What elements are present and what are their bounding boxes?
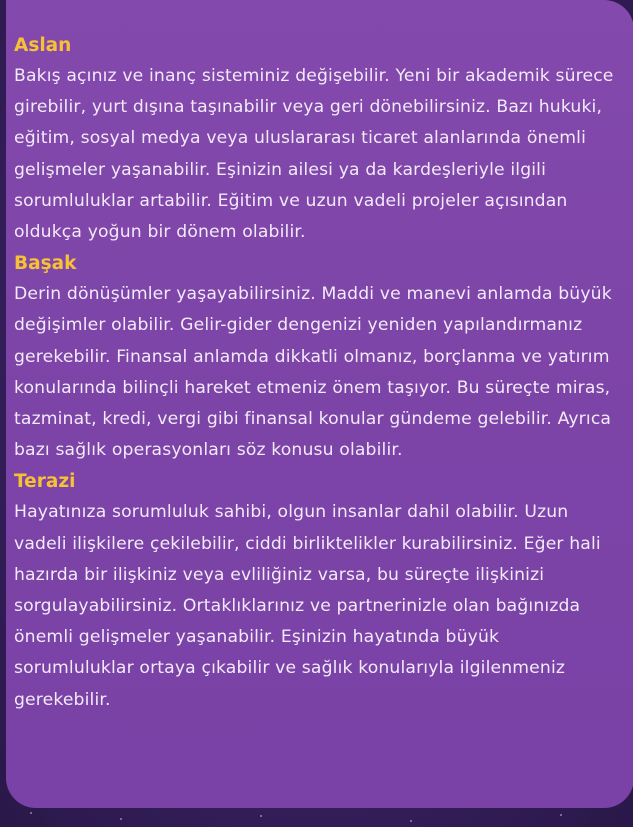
horoscope-card <box>6 0 633 808</box>
section-text: Derin dönüşümler yaşayabilirsiniz. Maddi ve manevi anlamda büyük değişimler olabilir. Gelir-gider dengenizi yeniden yapılandırmanız gerekebilir. Finansal anlamda dikkatli olmanız, borçlanma ve yatırım konularında bilinçli hareket etmeniz önem taşıyor. Bu süreçte miras, tazminat, kredi, vergi gibi finansal konular gündeme gelebilir. Ayrıca bazı sağlık operasyonları söz konusu olabilir. <box>14 284 612 461</box>
star-decoration <box>410 820 412 822</box>
star-decoration <box>120 818 122 820</box>
section-aslan <box>14 30 624 248</box>
section-title: Terazi <box>14 471 76 493</box>
star-decoration <box>260 815 262 817</box>
section-basak <box>14 248 624 466</box>
section-text: Hayatınıza sorumluluk sahibi, olgun insanlar dahil olabilir. Uzun vadeli ilişkilere çekilebilir, ciddi birliktelikler kurabilirsiniz. Eğer hali hazırda bir ilişkiniz veya evliliğiniz varsa, bu süreçte ilişkinizi sorgulayabilirsiniz. Ortaklıklarınız ve partnerinizle olan bağınızda önemli gelişmeler yaşanabilir. Eşinizin hayatında büyük sorumluluklar ortaya çıkabilir ve sağlık konularıyla ilgilenmeniz gerekebilir. <box>14 502 601 710</box>
section-title: Aslan <box>14 35 72 56</box>
star-decoration <box>560 814 562 816</box>
section-title: Başak <box>14 253 77 275</box>
section-text: Bakış açınız ve inanç sisteminiz değişebilir. Yeni bir akademik sürece girebilir, yurt dışına taşınabilir veya geri dönebilirsiniz. Bazı hukuki, eğitim, sosyal medya veya uluslararası ticaret alanlarında önemli gelişmeler yaşanabilir. Eşinizin ailesi ya da kardeşleriyle ilgili sorumluluklar artabilir. Eğitim ve uzun vadeli projeler açısından oldukça yoğun bir dönem olabilir. <box>14 66 614 243</box>
star-decoration <box>30 812 32 814</box>
section-terazi <box>14 466 624 715</box>
